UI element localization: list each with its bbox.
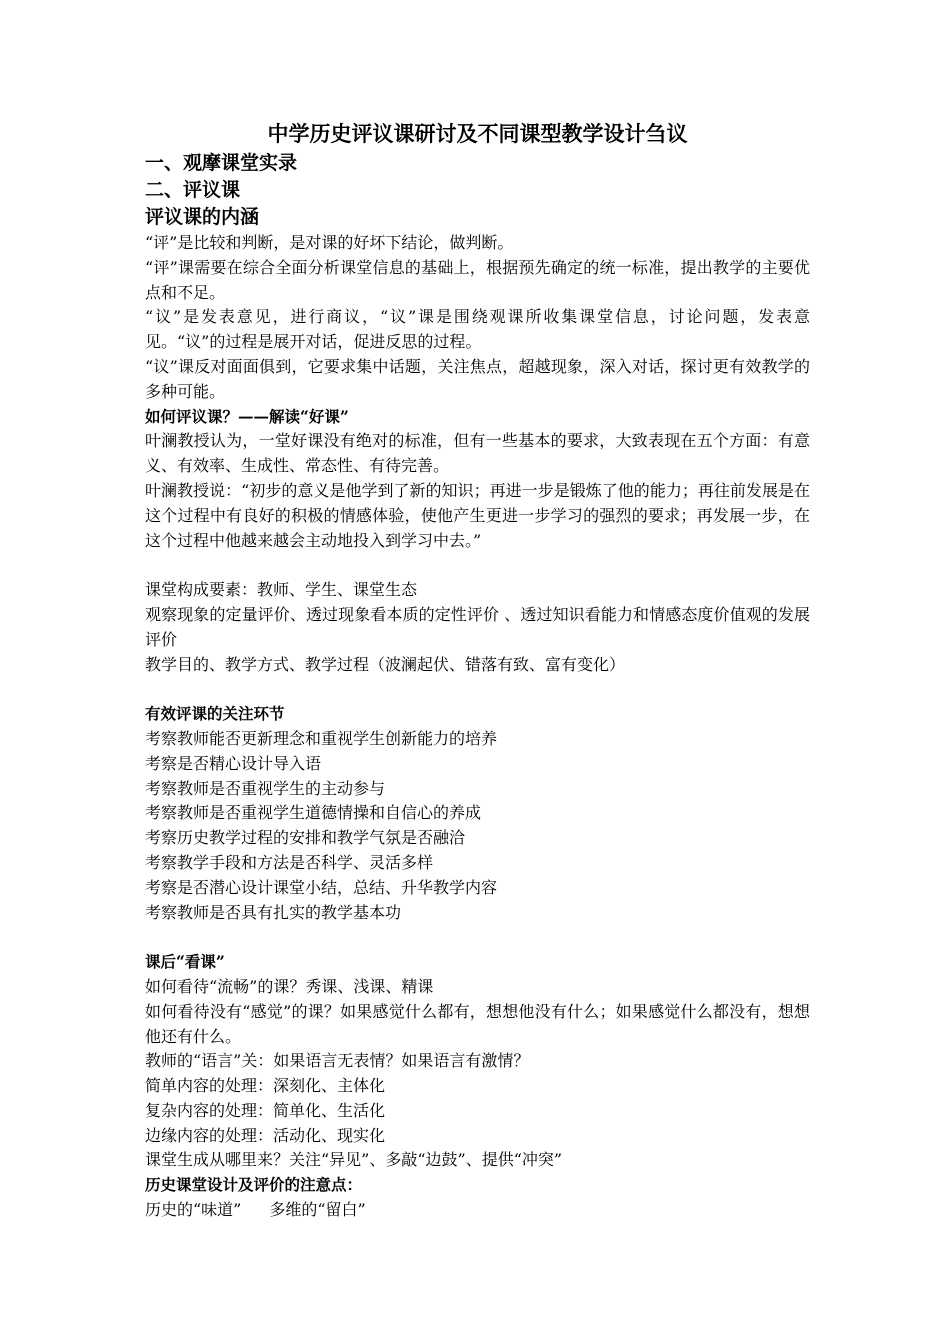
paragraph-teaching-purpose: 教学目的、教学方式、教学过程（波澜起伏、错落有致、富有变化） (145, 654, 626, 674)
paragraph-yi-definition: “议”是发表意见，进行商议，“议”课是围绕观课所收集课堂信息，讨论问题，发表意见。“议”的过程是展开对话，促进反思的过程。 (145, 307, 810, 352)
paragraph-ye-opinion: 叶澜教授认为，一堂好课没有绝对的标准，但有一些基本的要求，大致表现在五个方面：有意义、有效率、生成性、常态性、有待完善。 (145, 431, 810, 476)
subheading-how-to-review: 如何评议课？——解读“好课” (145, 406, 349, 426)
list-item: 边缘内容的处理：活动化、现实化 (145, 1125, 386, 1145)
subheading-effective-review: 有效评课的关注环节 (145, 704, 285, 724)
list-item: 如何看待“流畅”的课？秀课、浅课、精课 (145, 976, 434, 996)
paragraph-ye-quote: 叶澜教授说：“初步的意义是他学到了新的知识；再进一步是锻炼了他的能力；再往前发展是在这个过程中有良好的积极的情感体验，使他产生更进一步学习的强烈的要求；再发展一步，在这个过程中他越来越会主动地投入到学习中去。” (145, 480, 810, 550)
paragraph-classroom-elements: 课堂构成要素：教师、学生、课堂生态 (145, 580, 418, 600)
section-heading-review: 二、评议课 (145, 179, 241, 201)
notes-line (145, 1198, 810, 1223)
list-item: 考察教师是否具有扎实的教学基本功 (145, 902, 402, 922)
paragraph-yi-lesson: “议”课反对面面俱到，它要求集中话题，关注焦点，超越现象，深入对话，探讨更有效教学的多种可能。 (145, 356, 810, 401)
list-item: 考察教师是否重视学生道德情操和自信心的养成 (145, 803, 482, 823)
list-item: 复杂内容的处理：简单化、生活化 (145, 1100, 386, 1120)
list-item: 考察教师是否重视学生的主动参与 (145, 778, 386, 798)
blank-line (145, 925, 810, 950)
list-item: 教师的“语言”关：如果语言无表情？如果语言有激情？ (145, 1051, 530, 1071)
list-item: 考察教师能否更新理念和重视学生创新能力的培养 (145, 728, 498, 748)
list-item: 课堂生成从哪里来？关注“异见”、多敲“边鼓”、提供“冲突” (145, 1150, 563, 1170)
list-item: 考察是否潜心设计课堂小结，总结、升华教学内容 (145, 877, 498, 897)
list-item: 考察是否精心设计导入语 (145, 753, 322, 773)
paragraph-ping-definition: “评”是比较和判断，是对课的好坏下结论，做判断。 (145, 233, 514, 252)
section-heading-observe: 一、观摩课堂实录 (145, 152, 298, 174)
paragraph-evaluation-types: 观察现象的定量评价、透过现象看本质的定性评价 、透过知识看能力和情感态度价值观的发展评价 (145, 604, 810, 649)
blank-line (145, 553, 810, 578)
list-item: 考察历史教学过程的安排和教学气氛是否融洽 (145, 828, 466, 848)
document-page (145, 118, 810, 1223)
note-flavor: 历史的“味道” (145, 1200, 242, 1220)
subheading-connotation: 评议课的内涵 (145, 206, 260, 228)
subheading-design-notes: 历史课堂设计及评价的注意点： (145, 1175, 363, 1195)
list-item: 简单内容的处理：深刻化、主体化 (145, 1076, 386, 1096)
list-item: 考察教学手段和方法是否科学、灵活多样 (145, 852, 434, 872)
list-item: 如何看待没有“感觉”的课？如果感觉什么都有，想想他没有什么；如果感觉什么都没有，想想他还有什么。 (145, 1001, 810, 1046)
document-title: 中学历史评议课研讨及不同课型教学设计刍议 (267, 121, 688, 146)
blank-line (145, 677, 810, 702)
paragraph-ping-lesson: “评”课需要在综合全面分析课堂信息的基础上，根据预先确定的统一标准，提出教学的主要优点和不足。 (145, 257, 810, 302)
note-blank-space: 多维的“留白” (269, 1200, 366, 1220)
subheading-after-class: 课后“看课” (145, 952, 225, 972)
